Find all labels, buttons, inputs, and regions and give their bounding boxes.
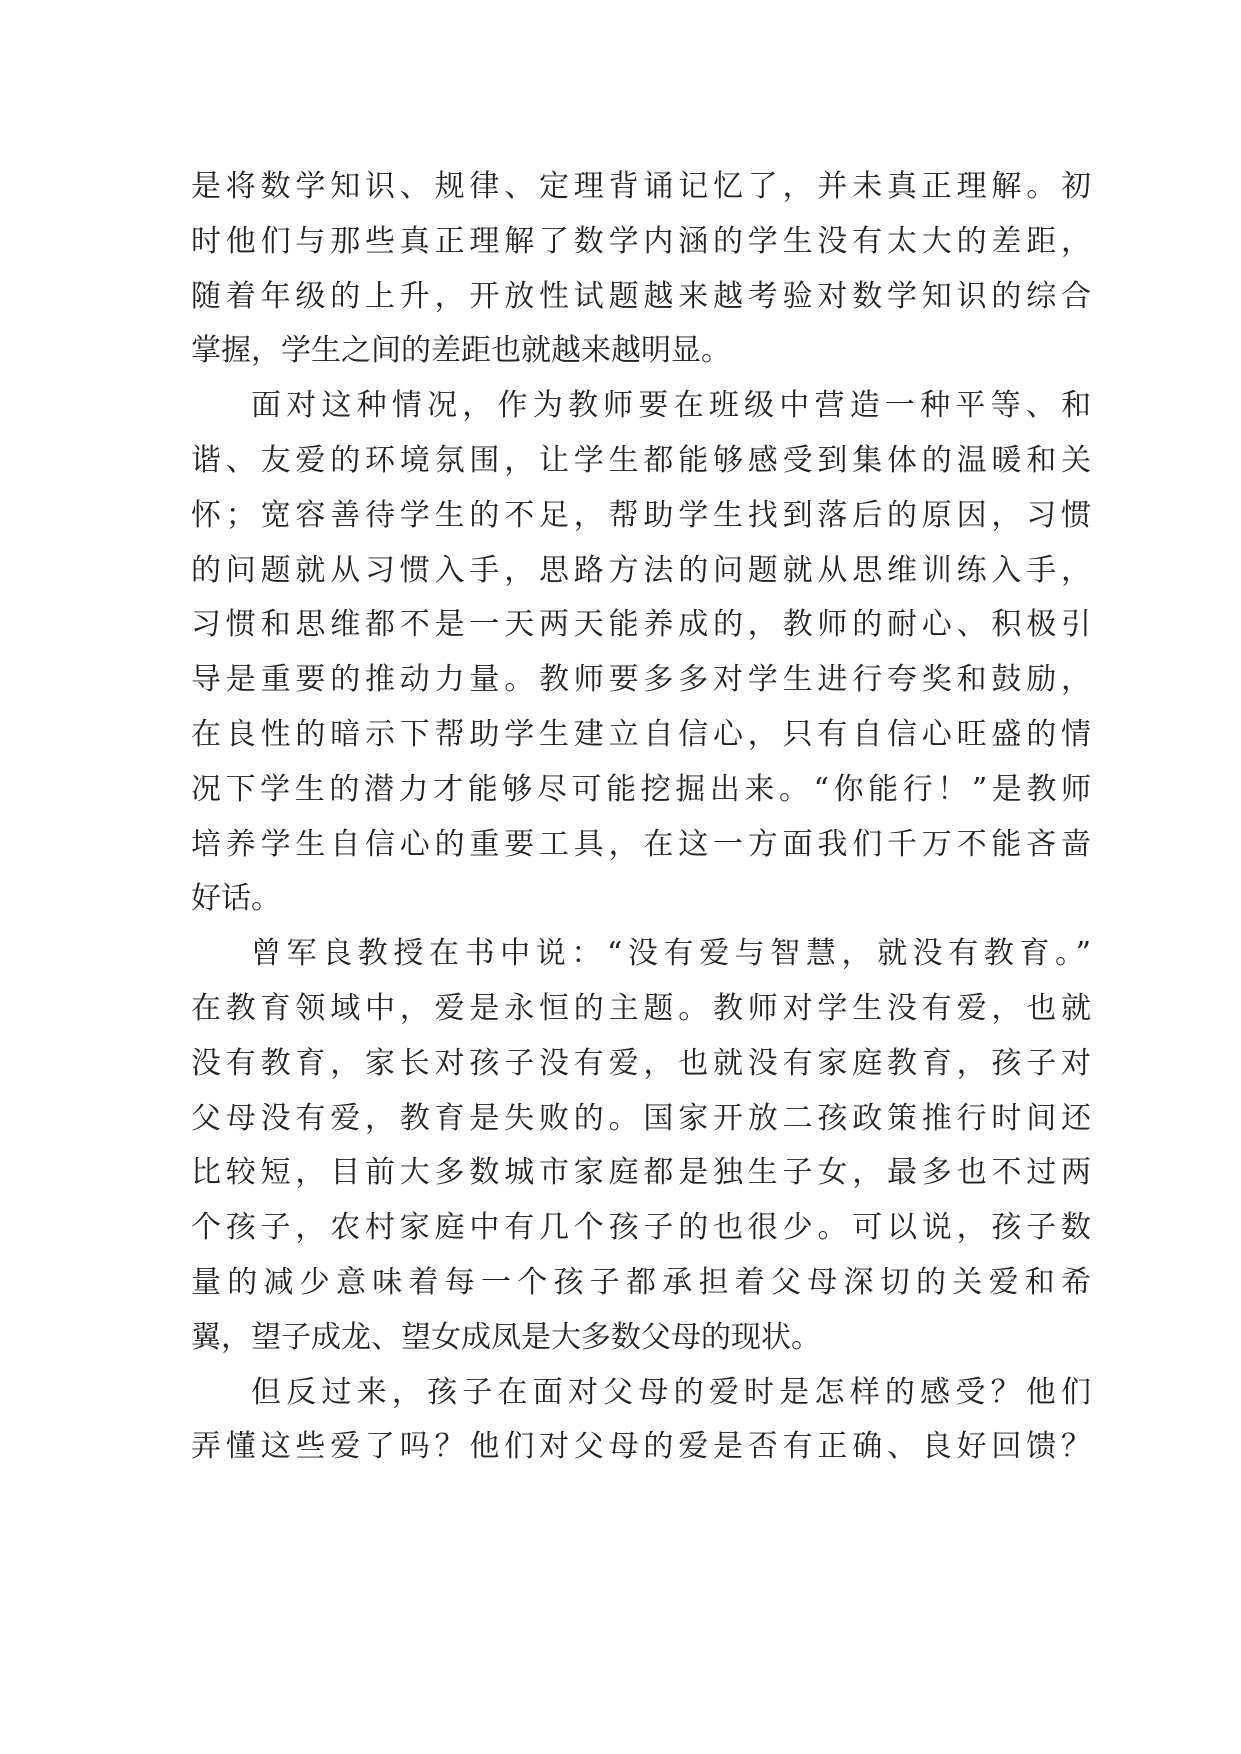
- paragraph-first-line: 曾军良教授在书中说：“没有爱与智慧，就没有教育。”: [251, 936, 1091, 972]
- text-line: 培养学生自信心的重要工具，在这一方面我们千万不能吝啬: [191, 826, 1091, 862]
- text-line: 导是重要的推动力量。教师要多多对学生进行夸奖和鼓励，: [191, 662, 1091, 698]
- text-line: 没有教育，家长对孩子没有爱，也就没有家庭教育，孩子对: [191, 1045, 1091, 1081]
- text-line: 掌握，学生之间的差距也就越来越明显。: [191, 333, 731, 369]
- text-line: 在教育领域中，爱是永恒的主题。教师对学生没有爱，也就: [191, 990, 1091, 1026]
- paragraph-first-line: 但反过来，孩子在面对父母的爱时是怎样的感受？他们: [251, 1374, 1091, 1410]
- text-line: 弄懂这些爱了吗？他们对父母的爱是否有正确、良好回馈？: [191, 1429, 1091, 1465]
- text-line: 怀；宽容善待学生的不足，帮助学生找到落后的原因，习惯: [191, 497, 1091, 533]
- text-line: 习惯和思维都不是一天两天能养成的，教师的耐心、积极引: [191, 607, 1091, 643]
- text-line: 好话。: [191, 881, 281, 917]
- text-line: 时他们与那些真正理解了数学内涵的学生没有太大的差距，: [191, 223, 1091, 259]
- text-line: 是将数学知识、规律、定理背诵记忆了，并未真正理解。初: [191, 169, 1091, 204]
- text-line: 量的减少意味着每一个孩子都承担着父母深切的关爱和希: [191, 1264, 1091, 1300]
- text-line: 随着年级的上升，开放性试题越来越考验对数学知识的综合: [191, 278, 1091, 314]
- text-line: 翼，望子成龙、望女成凤是大多数父母的现状。: [191, 1319, 821, 1355]
- text-line: 的问题就从习惯入手，思路方法的问题就从思维训练入手，: [191, 552, 1091, 588]
- text-line: 父母没有爱，教育是失败的。国家开放二孩政策推行时间还: [191, 1100, 1091, 1136]
- text-line: 个孩子，农村家庭中有几个孩子的也很少。可以说，孩子数: [191, 1210, 1091, 1246]
- text-line: 在良性的暗示下帮助学生建立自信心，只有自信心旺盛的情: [191, 716, 1091, 752]
- text-line: 比较短，目前大多数城市家庭都是独生子女，最多也不过两: [191, 1155, 1091, 1191]
- paragraph-first-line: 面对这种情况，作为教师要在班级中营造一种平等、和: [251, 388, 1091, 424]
- text-line: 况下学生的潜力才能够尽可能挖掘出来。“你能行！”是教师: [191, 771, 1091, 807]
- document-body: [191, 160, 1091, 1475]
- text-line: 谐、友爱的环境氛围，让学生都能够感受到集体的温暖和关: [191, 442, 1091, 478]
